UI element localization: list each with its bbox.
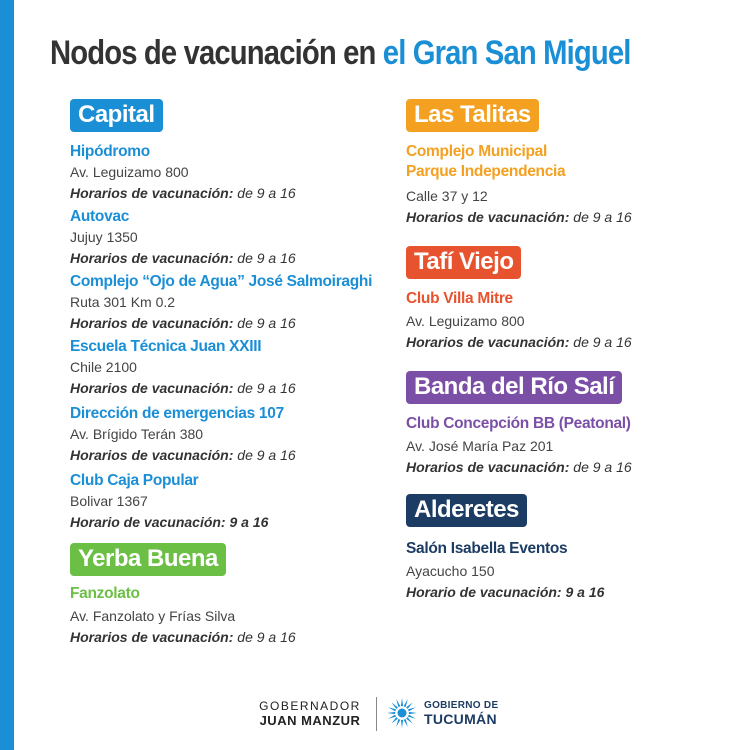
site-name: Club Caja Popular (70, 472, 199, 489)
site-hours: Horarios de vacunación: de 9 a 16 (406, 209, 632, 225)
site-address: Calle 37 y 12 (406, 188, 488, 204)
site-address: Av. Brígido Terán 380 (70, 426, 204, 442)
section-badge-tafi-viejo: Tafí Viejo (406, 246, 521, 279)
site-autovac (70, 207, 390, 269)
site-address: Ruta 301 Km 0.2 (70, 294, 176, 310)
site-hours: Horarios de vacunación: de 9 a 16 (70, 629, 296, 645)
sun-ray (401, 698, 403, 706)
site-name: Hipódromo (70, 143, 150, 160)
site-villa-mitre (406, 289, 736, 353)
site-name: Club Villa Mitre (406, 290, 513, 307)
site-hours: Horarios de vacunación: de 9 a 16 (406, 334, 632, 350)
sun-ray (391, 702, 398, 709)
site-name: Club Concepción BB (Peatonal) (406, 415, 631, 432)
site-complejo-municipal (406, 142, 736, 228)
sun-ray (409, 712, 417, 714)
site-name: Escuela Técnica Juan XXIII (70, 338, 262, 355)
side-accent-bar (0, 0, 14, 750)
sun-ray (387, 712, 395, 714)
site-address: Bolivar 1367 (70, 493, 148, 509)
site-name: Salón Isabella Eventos (406, 540, 568, 557)
site-hours: Horario de vacunación: 9 a 16 (406, 584, 605, 600)
site-name: Autovac (70, 208, 130, 225)
sun-ray (404, 719, 408, 727)
site-hours: Horarios de vacunación: de 9 a 16 (70, 447, 296, 463)
site-hours: Horarios de vacunación: de 9 a 16 (70, 315, 296, 331)
site-escuela-tecnica (70, 337, 390, 399)
gobernador-name: JUAN MANZUR (259, 713, 361, 728)
gobierno-tucuman-logo-text (424, 700, 498, 727)
sun-icon (386, 697, 418, 729)
sun-ray (408, 707, 416, 711)
page-title (50, 34, 631, 73)
site-name: Complejo “Ojo de Agua” José Salmoiraghi (70, 273, 373, 290)
site-name-line2: Parque Independencia (406, 163, 566, 180)
site-fanzolato (70, 584, 390, 648)
sun-ray (401, 720, 403, 728)
title-part-1: Nodos de vacunación en (50, 34, 383, 72)
site-name-line1: Complejo Municipal (406, 143, 547, 160)
sun-ray (388, 707, 396, 711)
sun-ray (388, 715, 396, 719)
site-emergencias-107 (70, 404, 390, 466)
site-hipodromo (70, 142, 390, 204)
site-ojo-de-agua (70, 272, 390, 334)
site-address: Av. Leguizamo 800 (70, 164, 189, 180)
tucuman-line: TUCUMÁN (424, 711, 497, 727)
sun-ray (396, 699, 400, 707)
right-column (406, 99, 736, 603)
site-hours: Horarios de vacunación: de 9 a 16 (70, 380, 296, 396)
site-address: Chile 2100 (70, 359, 137, 375)
sun-ray (406, 717, 413, 724)
site-address: Jujuy 1350 (70, 229, 138, 245)
site-hours: Horarios de vacunación: de 9 a 16 (70, 185, 296, 201)
site-name: Fanzolato (70, 585, 140, 602)
sun-ray (391, 717, 398, 724)
site-address: Av. Fanzolato y Frías Silva (70, 608, 236, 624)
site-name: Dirección de emergencias 107 (70, 405, 284, 422)
section-badge-alderetes: Alderetes (406, 494, 527, 527)
site-hours: Horarios de vacunación: de 9 a 16 (406, 459, 632, 475)
left-column (70, 99, 390, 648)
sun-ray (406, 702, 413, 709)
site-salon-isabella (406, 539, 736, 603)
section-badge-yerba-buena: Yerba Buena (70, 543, 226, 576)
site-address: Av. Leguizamo 800 (406, 313, 525, 329)
sun-ray (404, 699, 408, 707)
site-caja-popular (70, 471, 390, 533)
site-address: Av. José María Paz 201 (406, 438, 554, 454)
sun-ray (396, 719, 400, 727)
gobernador-title: GOBERNADOR (259, 699, 361, 713)
sun-ray (408, 715, 416, 719)
site-hours: Horario de vacunación: 9 a 16 (70, 514, 269, 530)
section-badge-banda-del-rio-sali: Banda del Río Salí (406, 371, 622, 404)
footer (0, 697, 750, 737)
footer-divider (376, 697, 377, 731)
site-hours: Horarios de vacunación: de 9 a 16 (70, 250, 296, 266)
site-address: Ayacucho 150 (406, 563, 495, 579)
site-club-concepcion (406, 414, 736, 478)
section-badge-las-talitas: Las Talitas (406, 99, 539, 132)
title-part-2: el Gran San Miguel (382, 34, 631, 72)
gobierno-line: GOBIERNO DE (424, 700, 499, 711)
section-badge-capital: Capital (70, 99, 163, 132)
gobernador-signature (255, 699, 365, 728)
